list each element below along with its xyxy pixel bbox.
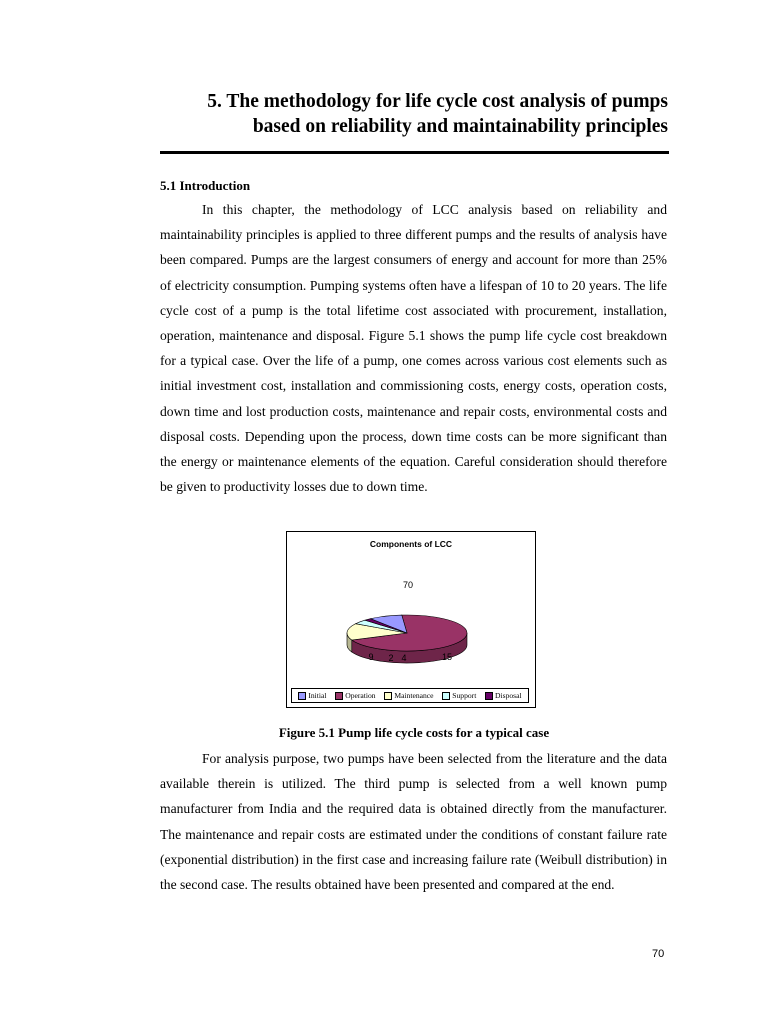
chapter-title-line-1: 5. The methodology for life cycle cost analysis of pumps	[207, 91, 668, 112]
legend-label: Initial	[308, 691, 327, 700]
legend-label: Operation	[345, 691, 376, 700]
legend-item-initial	[298, 691, 326, 700]
data-label-initial: 9	[368, 652, 374, 662]
legend-label: Disposal	[495, 691, 522, 700]
legend-swatch	[384, 692, 392, 700]
chapter-title	[160, 89, 668, 139]
legend-item-operation	[335, 691, 375, 700]
data-label-maintenance: 15	[441, 652, 453, 662]
data-label-operation: 70	[402, 580, 414, 590]
legend-label: Support	[452, 691, 477, 700]
legend-swatch	[298, 692, 306, 700]
intro-paragraph	[160, 197, 667, 499]
legend-item-disposal	[485, 691, 522, 700]
legend-swatch	[485, 692, 493, 700]
data-label-disposal: 2	[388, 653, 394, 663]
title-divider	[160, 151, 669, 154]
analysis-paragraph-text: For analysis purpose, two pumps have been selected from the literature and the data available therein is utilized. The third pump is selected from a well known pump manufacturer from India and the required data is obtained directly from the manufacturer. The maintenance and repair costs are estimated under the conditions of constant failure rate (exponential distribution) in the first case and increasing failure rate (Weibull distribution) in the second case. The results obtained have been presented and compared at the end.	[160, 751, 667, 893]
analysis-paragraph	[160, 746, 667, 897]
legend-swatch	[442, 692, 450, 700]
figure-caption: Figure 5.1 Pump life cycle costs for a typical case	[278, 725, 550, 740]
lcc-pie-chart	[286, 531, 536, 708]
chapter-title-line-2: based on reliability and maintainability principles	[252, 116, 668, 137]
legend-swatch	[335, 692, 343, 700]
data-label-support: 4	[401, 653, 407, 663]
legend-item-maintenance	[384, 691, 433, 700]
pie-chart-canvas	[287, 532, 535, 687]
section-heading: 5.1 Introduction	[160, 178, 251, 193]
chart-title: Components of LCC	[369, 539, 453, 549]
legend-label: Maintenance	[394, 691, 434, 700]
legend-item-support	[442, 691, 476, 700]
chart-legend	[291, 688, 529, 703]
intro-paragraph-text: In this chapter, the methodology of LCC analysis based on reliability and maintainability principles is applied to three different pumps and the results of analysis have been compared. Pumps are the largest consumers of energy and account for more than 25% of electricity consumption. Pumping systems often have a lifespan of 10 to 20 years. The life cycle cost of a pump is the total lifetime cost associated with procurement, installation, operation, maintenance and disposal. Figure 5.1 shows the pump life cycle cost breakdown for a typical case. Over the life of a pump, one comes across various cost elements such as initial investment cost, installation and commissioning costs, energy costs, operation costs, down time and lost production costs, maintenance and repair costs, environmental costs and disposal costs. Depending upon the process, down time costs can be more significant than the energy or maintenance elements of the equation. Careful consideration should therefore be given to productivity losses due to down time.	[160, 202, 667, 495]
page-number: 70	[652, 948, 665, 960]
